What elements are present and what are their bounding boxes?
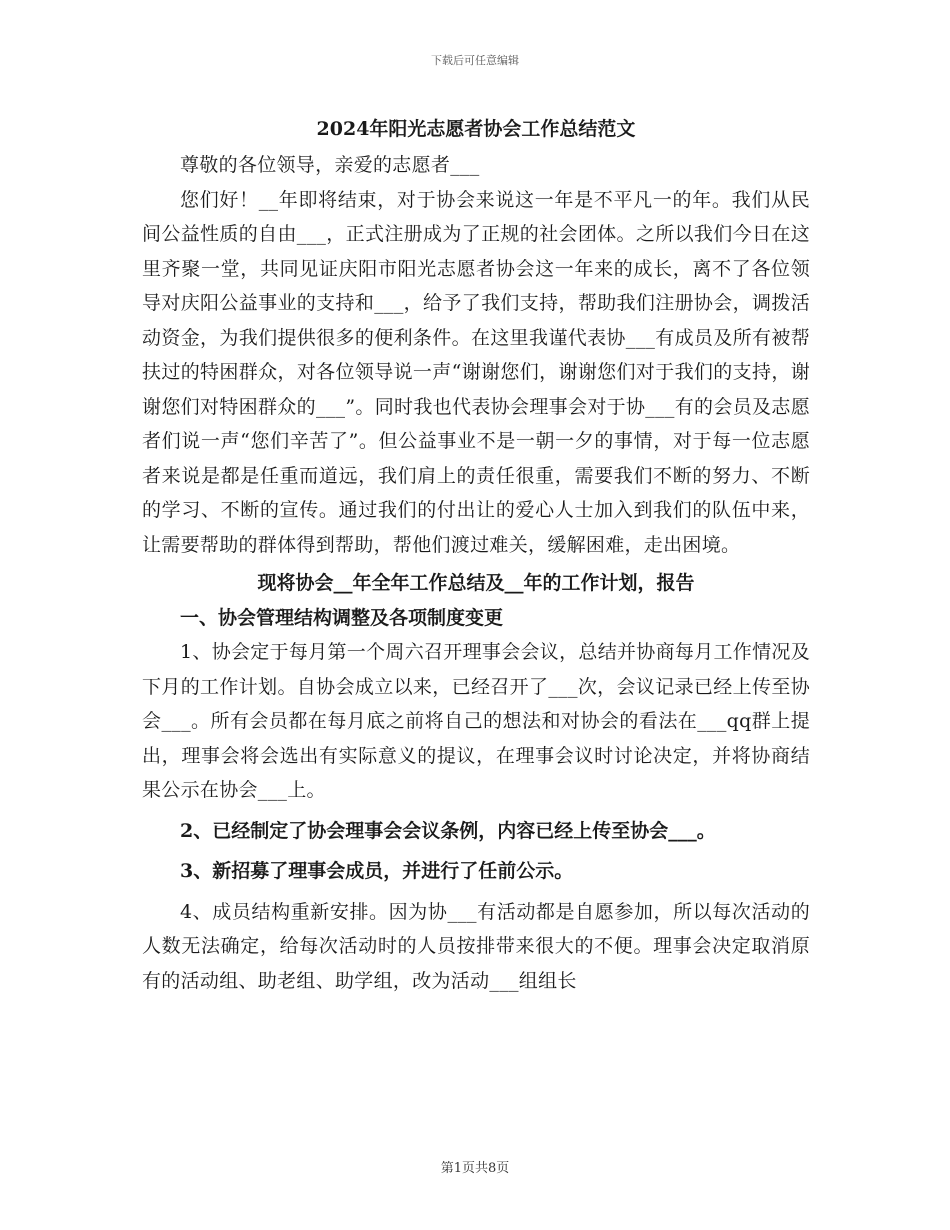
salutation: 尊敬的各位领导，亲爱的志愿者___: [180, 154, 480, 176]
item-4-paragraph: 4、成员结构重新安排。因为协___有活动都是自愿参加，所以每次活动的人数无法确定，给每次活动时的人员按排带来很大的不便。理事会决定取消原有的活动组、助老组、助学组，改为活动___组组长: [142, 900, 810, 992]
heading-1: 一、协会管理结构调整及各项制度变更: [180, 606, 504, 629]
page-number: 第1页共8页: [440, 1161, 510, 1176]
document-title: 2024年阳光志愿者协会工作总结范文: [316, 118, 636, 140]
intro-paragraph: 您们好！__年即将结束，对于协会来说这一年是不平凡一的年。我们从民间公益性质的自由___，正式注册成为了正规的社会团体。之所以我们今日在这里齐聚一堂，共同见证庆阳市阳光志愿者协会这一年来的成长，离不了各位领导对庆阳公益事业的支持和___，给予了我们支持，帮助我们注册协会，调拨活动资金，为我们提供很多的便利条件。在这里我谨代表协___有成员及所有被帮扶过的特困群众，对各位领导说一声“谢谢您们，谢谢您们对于我们的支持，谢谢您们对特困群众的___”。同时我也代表协会理事会对于协___有的会员及志愿者们说一声“您们辛苦了”。但公益事业不是一朝一夕的事情，对于每一位志愿者来说是都是任重而道远，我们肩上的责任很重，需要我们不断的努力、不断的学习、不断的宣传。通过我们的付出让的爱心人士加入到我们的队伍中来，让需要帮助的群体得到帮助，帮他们渡过难关，缓解困难，走出困境。: [142, 188, 810, 556]
item-1-paragraph: 1、协会定于每月第一个周六召开理事会会议，总结并协商每月工作情况及下月的工作计划。自协会成立以来，已经召开了___次，会议记录已经上传至协会___。所有会员都在每月底之前将自己的想法和对协会的看法在___qq群上提出，理事会将会选出有实际意义的提议，在理事会议时讨论决定，并将协商结果公示在协会___上。: [142, 641, 810, 801]
item-3-paragraph: 3、新招募了理事会成员，并进行了任前公示。: [180, 860, 574, 882]
section-title: 现将协会__年全年工作总结及__年的工作计划，报告: [257, 572, 695, 594]
item-2-paragraph: 2、已经制定了协会理事会会议条例，内容已经上传至协会___。: [180, 819, 716, 842]
document-body: [142, 112, 810, 998]
header-note: 下载后可任意编辑: [431, 54, 519, 67]
